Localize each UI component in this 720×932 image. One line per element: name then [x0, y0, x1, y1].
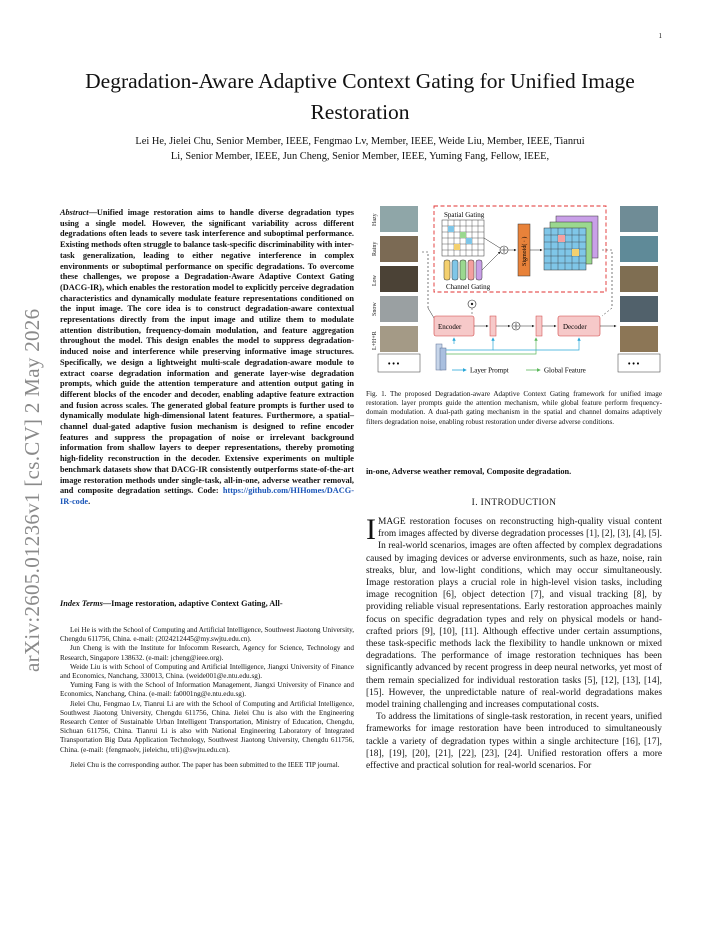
output-images	[620, 206, 658, 352]
index-terms-left: —Image restoration, adaptive Context Gating, All-	[102, 599, 283, 608]
channel-gating-label: Channel Gating	[446, 283, 491, 291]
footnote: Jielei Chu, Fengmao Lv, Tianrui Li are with the School of Computing and Artificial Intelligence, Southwest Jiaotong University, Chengdu 611756, China. Jielei Chu is also with the Engineering Research Center of Sustainable Urban Intelligent Transportation, Ministry of Education, Chengdu, Sichuan 611756, China. Tianrui Li is also with National Engineering Laboratory of Integrated Transportation Big Data Application Technology, Southwest Jiaotong University, Chengdu 611756, China. (e-mail: {fengmaolv, jieleichu, trli}@swjtu.edu.cn).	[60, 699, 354, 754]
footnote: Yuming Fang is with the School of Information Management, Jiangxi University of Finance and Economics, Nanchang, China. (e-mail: fa0001ng@e.ntu.edu.sg).	[60, 681, 354, 699]
input-ellipsis: • • •	[388, 361, 400, 368]
decoder-label: Decoder	[563, 323, 587, 331]
output-3	[620, 266, 658, 292]
section-heading: I. INTRODUCTION	[471, 498, 557, 508]
footnote: Jielei Chu is the corresponding author. The paper has been submitted to the IEEE TIP journal.	[70, 760, 340, 769]
index-terms-continued: in-one, Adverse weather removal, Composite degradation.	[366, 467, 572, 476]
output-2	[620, 236, 658, 262]
row-label-hazy: Hazy	[372, 213, 378, 226]
abstract-text: —Unified image restoration aims to handle diverse degradation types using a single model. However, the significant variability across different degradations often leads to severe task interference and suboptimal performance. Existing methods often struggle to balance task-specific discriminability with inter-task generalization, leading to either negative interference in complex environments or suboptimal performance on specific degradations. To overcome these challenges, we propose a Degradation-Aware Adaptive Context Gating (DACG-IR), which enables the restoration model to explicitly perceive degradation characteristics and dynamically modulate feature representations conditioned on the input image. The core idea is to construct degradation-aware contextual representations directly from the input image and utilize them to modulate attention distribution, frequency-domain modulation, and feature aggregation throughout the model. This design enables the model to suppress degradation-induced noise and interference while preserving informative image structures. Specifically, we design a lightweight multi-scale degradation-aware module to extract coarse degradation information and generate layer-wise degradation prompts, which guide the attention temperature and attention output gating in different blocks of the encoder and decoder, enabling adaptive feature extraction and fusion across scales. The generated global feature prompts is further used to dynamically modulate high-dimensional latent features. Furthermore, a spatial–channel dual-gated adaptive fusion mechanism is designed to refine encoder features and suppress the propagation of noise or irrelevant background information from shallow layers to deeper representations, thereby promoting high-fidelity reconstruction in the decoder. Extensive experiments on multiple benchmark datasets show that DACG-IR consistently outperforms state-of-the-art image restoration methods under single-task, all-in-one, adverse weather removal, and composite degradation settings. Code:	[60, 208, 354, 496]
row-label-snow: Snow	[372, 302, 378, 316]
input-rainy	[380, 236, 418, 262]
footnote: Lei He is with the School of Computing and Artificial Intelligence, Southwest Jiaotong University, Chengdu 611756, China. e-mail: (2024212445@my.swjtu.edu.cn).	[60, 626, 354, 644]
arxiv-stamp: arXiv:2605.01236v1 [cs.CV] 2 May 2026	[20, 308, 44, 672]
footnotes	[60, 626, 354, 770]
introduction-body	[366, 513, 662, 772]
intro-paragraph-2: To address the limitations of single-task restoration, in recent years, unified frameworks for image restoration have been introduced to simultaneously tackle a variety of degradation types within a single architecture [16], [17], [18], [19], [20], [21], [22], [23], [24]. Unified restoration offers a more effective and practical solution for real-world scenarios. For	[366, 712, 662, 772]
legend-global-feature: Global Feature	[544, 366, 586, 375]
footnote: Weide Liu is with School of Computing and Artificial Intelligence, Jiangxi University of Finance and Economics, Nanchang, 330013, China. (weide001@e.ntu.edu.sg).	[60, 662, 354, 681]
authors-line-2: Li, Senior Member, IEEE, Jun Cheng, Senior Member, IEEE, Yuming Fang, Fellow, IEEE,	[170, 151, 550, 162]
author-list	[60, 134, 660, 164]
prompt-generator	[436, 344, 446, 370]
gated-feature-cube	[544, 216, 598, 270]
output-5	[620, 326, 658, 352]
figure-1-diagram	[366, 204, 662, 380]
code-link[interactable]: https://github.com/HIHomes/DACG-IR-code	[60, 486, 354, 506]
input-hazy	[380, 206, 418, 232]
input-snow	[380, 296, 418, 322]
index-terms-label: Index Terms	[60, 599, 103, 608]
input-images	[380, 206, 418, 352]
input-composite	[380, 326, 418, 352]
output-1	[620, 206, 658, 232]
drop-cap: I	[366, 513, 376, 546]
spatial-gating-label: Spatial Gating	[444, 211, 485, 219]
output-ellipsis: • • •	[628, 361, 640, 368]
row-label-composite: L+H+R	[372, 331, 378, 350]
spatial-attention-map	[442, 220, 484, 256]
index-terms	[60, 599, 354, 610]
input-low	[380, 266, 418, 292]
paper-title: Degradation-Aware Adaptive Context Gating for Unified Image Restoration	[85, 69, 635, 124]
abstract: Abstract—Unified image restoration aims to handle diverse degradation types using a single model. However, the significant variability across different degradations often leads to severe task interference and suboptimal performance. Existing methods often struggle to balance task-specific discriminability with inter-task generalization, leading to either negative interference in complex environments or suboptimal performance on specific degradations. To overcome these challenges, we propose a Degradation-Aware Adaptive Context Gating (DACG-IR), which enables the restoration model to explicitly perceive degradation characteristics and dynamically modulate feature representations conditioned on the input image. The core idea is to construct degradation-aware contextual representations directly from the input image and utilize them to modulate attention distribution, frequency-domain modulation, and feature aggregation throughout the model. This design enables the model to suppress degradation-induced noise and interference while preserving informative image structures. Specifically, we design a lightweight multi-scale degradation-aware module to extract coarse degradation information and generate layer-wise degradation prompts, which guide the attention temperature and attention output gating in different blocks of the encoder and decoder, enabling adaptive feature extraction and fusion across scales. The generated global feature prompts is further used to dynamically modulate high-dimensional latent features. Furthermore, a spatial–channel dual-gated adaptive fusion mechanism is designed to refine encoder features and suppress the propagation of noise or irrelevant background information from shallow layers to deeper representations, thereby promoting high-fidelity reconstruction in the decoder. Extensive experiments on multiple benchmark datasets show that DACG-IR consistently outperforms state-of-the-art image restoration methods under single-task, all-in-one, adverse weather removal, and composite degradation settings. Code: https://github.com/HIHomes/DACG-IR-code.	[60, 208, 354, 506]
encoder-label: Encoder	[438, 323, 462, 331]
authors-line-1: Lei He, Jielei Chu, Senior Member, IEEE, Fengmao Lv, Member, IEEE, Weide Liu, Member, IEEE, Tianrui	[135, 136, 585, 147]
intro-paragraph-1: MAGE restoration focuses on reconstructing high-quality visual content from images affected by diverse degradation processes [1], [2], [3], [4], [5]. In real-world scenarios, images are often affected by complex degradations caused by imaging devices or adverse environments, such as haze, noise, rain streaks, blur, and low-light conditions, which may occur simultaneously. Image restoration plays a crucial role in high-level vision tasks, including image recognition [6], object detection [7], and visual tracking [8], by providing reliable visual representations. Early restoration approaches mainly focus on specific degradation types and rely on physical models or hand-crafted priors [9], [10], [11]. Although effective under certain assumptions, these task-specific methods lack the flexibility to handle unknown or mixed degradations. The performance of image restoration techniques has been significantly advanced by recent progress in deep neural networks, yet most of them remain specialized for individual restoration tasks [5], [12], [13], [14], [15]. However, the unpredictable nature of real-world degradations makes model training challenging and increases computational costs.	[366, 517, 662, 711]
channel-gating-bars	[444, 260, 482, 280]
row-label-rainy: Rainy	[372, 241, 378, 256]
output-4	[620, 296, 658, 322]
sigmoid-label: Sigmoid( · )	[522, 236, 528, 266]
figure-caption: Fig. 1. The proposed Degradation-aware Adaptive Context Gating framework for unified image restoration. layer prompts guide the attention mechanism, while global feature perform frequency-domain modulation. A dual-path gating mechanism in the spatial and channel domains adaptively filters degradation noise, enabling robust restoration under diverse adverse conditions.	[366, 390, 662, 426]
legend-layer-prompt: Layer Prompt	[470, 366, 509, 375]
row-label-low: Low	[372, 275, 378, 286]
abstract-label: Abstract	[60, 208, 89, 217]
footnote: Jun Cheng is with the Institute for Infocomm Research, Agency for Science, Technology and Research, Singapore 138632. (e-mail: jcheng@ieee.org).	[60, 644, 354, 662]
page-number: 1	[658, 32, 662, 40]
